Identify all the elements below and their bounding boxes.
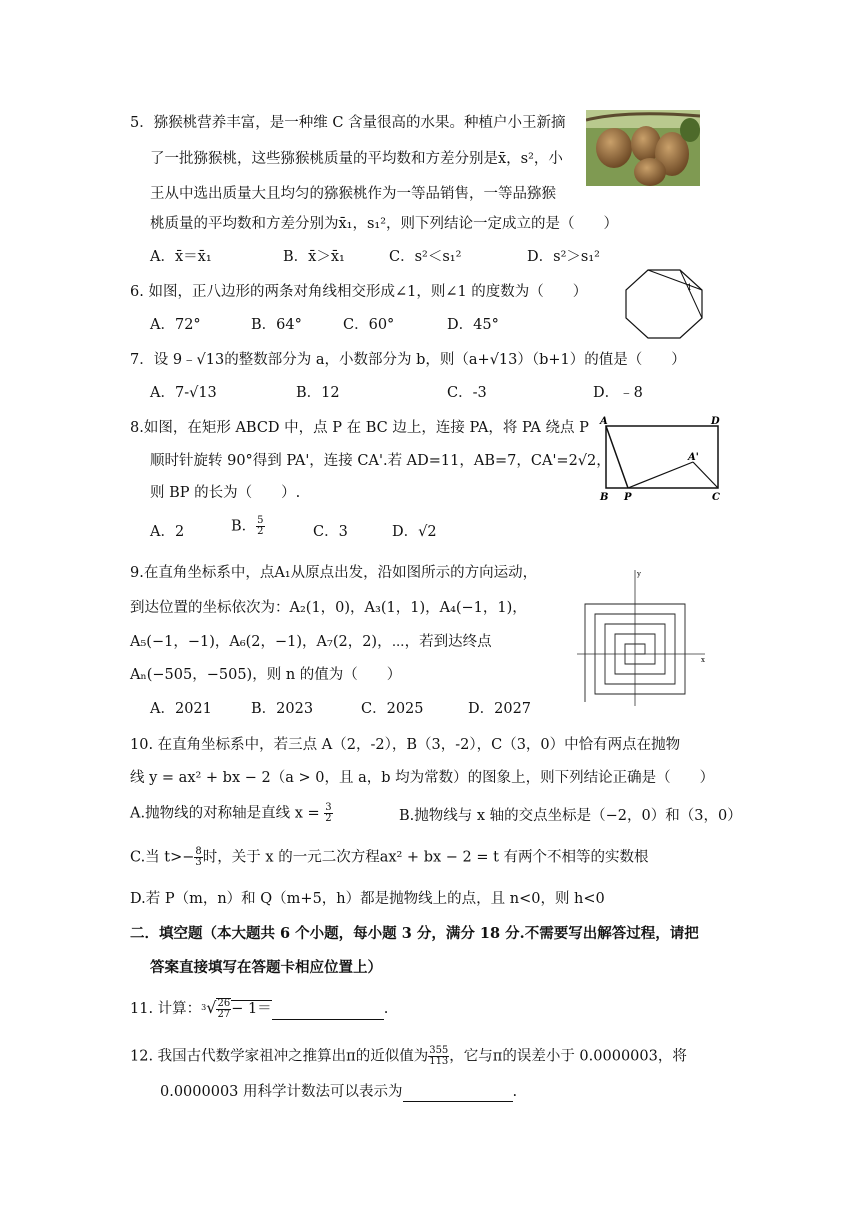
axis-y-label: y (637, 570, 641, 578)
q9-option-a: A．2021 (150, 701, 212, 717)
octagon-figure (624, 268, 704, 340)
q9-option-d: D．2027 (468, 701, 532, 717)
q6-line1: 6. 如图，正八边形的两条对角线相交形成∠1，则∠1 的度数为（ ） (130, 284, 588, 300)
q8-option-d: D．√2 (392, 524, 437, 540)
q10-option-b: B.抛物线与 x 轴的交点坐标是（−2，0）和（3，0） (399, 808, 742, 824)
point-a-prime-label: A' (688, 452, 699, 463)
q5-option-b: B．x̄＞x̄₁ (283, 249, 345, 265)
q7-option-b: B．12 (296, 385, 340, 401)
q10-option-a: A.抛物线的对称轴是直线 x = $\frac{3}{2}$ (130, 802, 332, 824)
q7-line1: 7．设 9﹣√13的整数部分为 a，小数部分为 b，则（a+√13）（b+1）的值是（ ） (130, 352, 686, 368)
q5-line4: 桃质量的平均数和方差分别为x̄₁，s₁²，则下列结论一定成立的是（ ） (150, 216, 619, 232)
q8-option-c: C．3 (313, 524, 348, 540)
q9-line3: A₅(−1，−1)，A₆(2，−1)，A₇(2，2)，⋯，若到达终点 (130, 634, 492, 650)
q5-line3: 王从中选出质量大且均匀的猕猴桃作为一等品销售，一等品猕猴 (150, 186, 556, 202)
q11-line: 11. 计算：$^3$√ $\frac{26}{27}$ − 1＝ . (130, 998, 389, 1020)
point-c-label: C (712, 492, 720, 503)
q10-option-d: D.若 P（m，n）和 Q（m+5，h）都是抛物线上的点，且 n<0，则 h<0 (130, 891, 605, 907)
point-a-label: A (600, 416, 608, 427)
q12-line2: 0.0000003 用科学计数法可以表示为 . (160, 1084, 518, 1100)
q9-line1: 9.在直角坐标系中，点A₁从原点出发，沿如图所示的方向运动， (130, 565, 538, 581)
q5-line1: 5．猕猴桃营养丰富，是一种维 C 含量很高的水果。种植户小王新摘 (130, 115, 566, 131)
section2-heading-line2: 答案直接填写在答题卡相应位置上） (150, 959, 382, 976)
q9-option-c: C．2025 (361, 701, 424, 717)
angle-1-label: 1 (687, 283, 693, 292)
q6-option-c: C．60° (343, 317, 395, 333)
point-b-label: B (600, 492, 609, 503)
point-d-label: D (711, 416, 720, 427)
q10-option-c: C.当 t>− $\frac{8}{3}$ 时，关于 x 的一元二次方程ax² + bx − 2 = t 有两个不相等的实数根 (130, 846, 649, 868)
q9-line4: Aₙ(−505，−505)，则 n 的值为（ ） (130, 667, 402, 683)
q8-option-b: B． $\frac{5}{2}$ (231, 515, 264, 537)
q8-line3: 则 BP 的长为（ ）. (150, 485, 301, 501)
point-p-label: P (624, 492, 632, 503)
q8-option-a: A．2 (150, 524, 185, 540)
spiral-figure (577, 566, 709, 708)
q11-answer-blank[interactable] (272, 1003, 384, 1020)
kiwi-photo (586, 110, 700, 186)
section2-heading-line1: 二．填空题（本大题共 6 个小题，每小题 3 分，满分 18 分.不需要写出解答过程，请把 (130, 925, 699, 942)
q8-line2: 顺时针旋转 90°得到 PA'，连接 CA'.若 AD=11，AB=7，CA'=2√2， (150, 453, 611, 469)
q7-option-c: C．-3 (447, 385, 487, 401)
q10-line1: 10. 在直角坐标系中，若三点 A（2，-2），B（3，-2），C（3，0）中恰有两点在抛物 (130, 737, 681, 753)
q6-option-b: B．64° (251, 317, 302, 333)
q8-line1: 8.如图，在矩形 ABCD 中，点 P 在 BC 边上，连接 PA，将 PA 绕点 P (130, 420, 589, 436)
q7-option-a: A．7-√13 (150, 385, 217, 401)
q9-line2: 到达位置的坐标依次为：A₂(1，0)，A₃(1，1)，A₄(−1，1)， (130, 600, 527, 616)
q5-line2: 了一批猕猴桃，这些猕猴桃质量的平均数和方差分别是x̄，s²，小 (150, 151, 563, 167)
axis-x-label: x (701, 656, 705, 664)
q10-line2: 线 y = ax² + bx − 2（a > 0，且 a，b 均为常数）的图象上，则下列结论正确是（ ） (130, 770, 715, 786)
q6-option-d: D．45° (447, 317, 499, 333)
q7-option-d: D．﹣8 (593, 385, 643, 401)
q5-option-d: D．s²＞s₁² (527, 249, 600, 265)
q12-line1: 12. 我国古代数学家祖冲之推算出π的近似值为 $\frac{355}{113}$ ，它与π的误差小于 0.0000003，将 (130, 1045, 687, 1067)
q5-option-a: A．x̄＝x̄₁ (150, 249, 212, 265)
q5-option-c: C．s²＜s₁² (389, 249, 462, 265)
q9-option-b: B．2023 (251, 701, 314, 717)
q6-option-a: A．72° (150, 317, 201, 333)
rectangle-figure (598, 412, 728, 504)
q12-answer-blank[interactable] (403, 1085, 513, 1102)
